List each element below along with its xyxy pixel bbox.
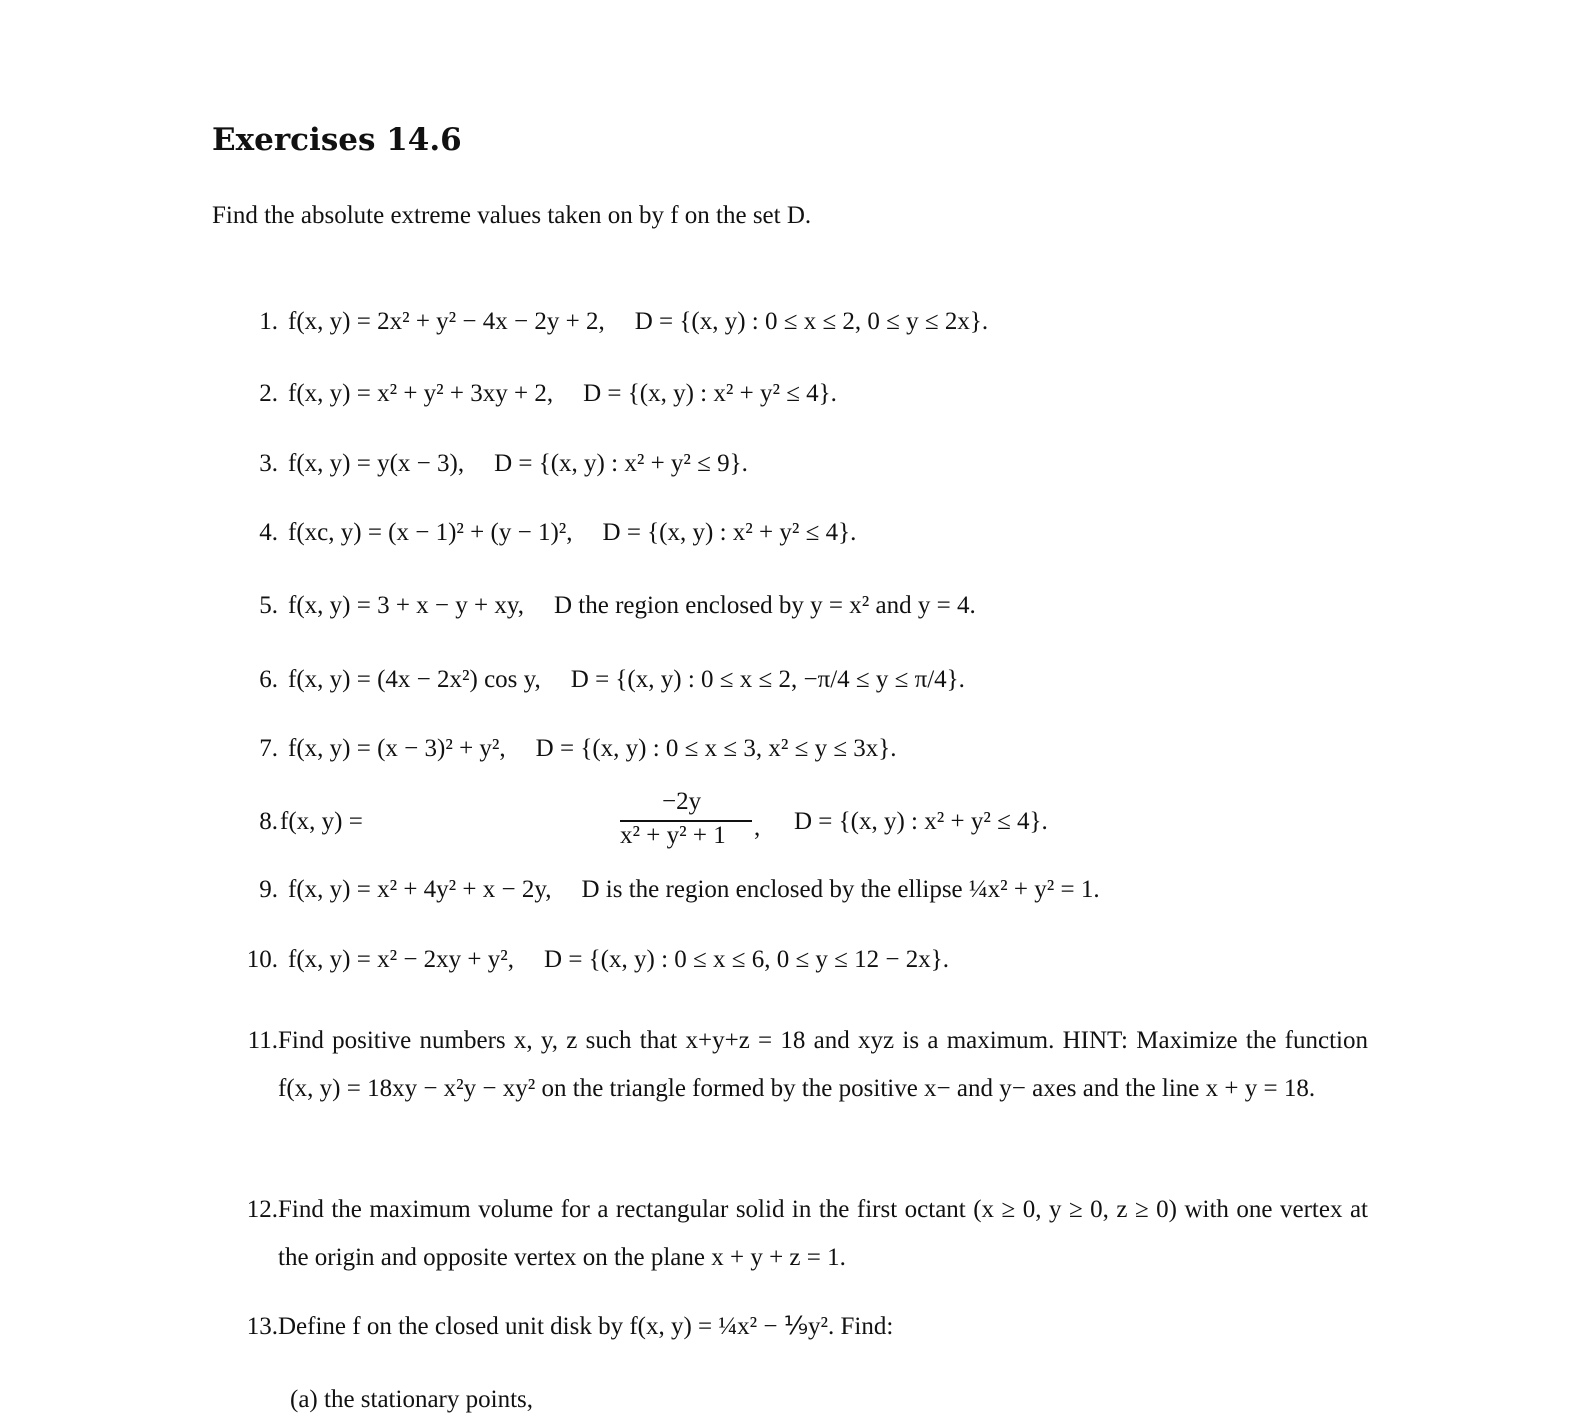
exercise-domain: D = {(x, y) : 0 ≤ x ≤ 2, −π/4 ≤ y ≤ π/4}. [570,666,965,693]
fraction-denominator: x² + y² + 1 [620,822,726,849]
problem-12 [228,1186,1368,1282]
exercise-function: f(x, y) = x² + 4y² + x − 2y, [288,876,552,903]
exercise-function: f(x, y) = y(x − 3), [288,450,465,477]
exercise-item [228,380,1368,408]
exercise-function: f(x, y) = (x − 3)² + y², [288,735,506,762]
exercise-item [228,666,1368,694]
exercise-domain: D is the region enclosed by the ellipse ¼x² + y² = 1. [581,876,1100,903]
exercise-number: 4. [259,519,278,546]
page-title: Exercises 14.6 [212,122,462,158]
instructions: Find the absolute extreme values taken on by f on the set D. [212,202,812,229]
exercise-item [228,592,1368,620]
exercise-number: 10. [246,946,278,973]
exercise-number: 6. [259,666,278,693]
fraction-numerator: −2y [662,788,702,815]
problem-11 [228,1017,1368,1113]
exercise-number: 8. [259,808,278,835]
problem-text: Define f on the closed unit disk by f(x, y) = ¼x² − ⅑y². Find: [278,1313,894,1340]
exercise-domain: D = {(x, y) : 0 ≤ x ≤ 6, 0 ≤ y ≤ 12 − 2x}. [544,946,949,973]
exercise-number: 3. [259,450,278,477]
problem-number: 12. [246,1196,278,1223]
exercise-domain: D = {(x, y) : 0 ≤ x ≤ 2, 0 ≤ y ≤ 2x}. [634,308,989,335]
exercise-function: f(xc, y) = (x − 1)² + (y − 1)², [288,519,573,546]
exercise-domain: D = {(x, y) : x² + y² ≤ 9}. [494,450,748,477]
exercise-domain: D = {(x, y) : 0 ≤ x ≤ 3, x² ≤ y ≤ 3x}. [535,735,897,762]
problem-13 [228,1303,1368,1351]
exercise-number: 5. [259,592,278,619]
sub-item-a: (a) the stationary points, [290,1386,533,1413]
exercise-function: f(x, y) = [280,808,363,835]
exercise-function: f(x, y) = x² − 2xy + y², [288,946,515,973]
exercise-item [228,450,1368,478]
separator: , [754,814,761,841]
exercise-domain: D = {(x, y) : x² + y² ≤ 4}. [602,519,857,546]
exercise-domain: D the region enclosed by y = x² and y = 4. [554,592,976,619]
exercise-item [228,519,1368,547]
exercise-function: f(x, y) = 2x² + y² − 4x − 2y + 2, [288,308,605,335]
problem-number: 11. [247,1027,278,1054]
exercise-domain: D = {(x, y) : x² + y² ≤ 4}. [794,808,1048,835]
exercise-function: f(x, y) = 3 + x − y + xy, [288,592,524,619]
exercise-item [228,308,1368,336]
exercise-number: 9. [259,876,278,903]
problem-text: Find positive numbers x, y, z such that x+y+z = 18 and xyz is a maximum. HINT: Maximize the function f(x, y) = 18xy − x²y − xy² on the triangle formed by the positive x− and y− axes and the line x + y = 18. [278,1027,1368,1102]
exercise-number: 7. [259,735,278,762]
exercise-item [228,735,1368,763]
problem-number: 13. [246,1313,278,1340]
exercise-domain: D = {(x, y) : x² + y² ≤ 4}. [583,380,837,407]
exercise-item [228,946,1368,974]
exercise-number: 1. [259,308,278,335]
exercise-number: 2. [259,380,278,407]
exercise-item [228,876,1368,904]
exercise-function: f(x, y) = x² + y² + 3xy + 2, [288,380,554,407]
problem-text: Find the maximum volume for a rectangular solid in the first octant (x ≥ 0, y ≥ 0, z ≥ 0) with one vertex at the origin and opposite vertex on the plane x + y + z = 1. [278,1196,1368,1271]
exercise-function: f(x, y) = (4x − 2x²) cos y, [288,666,541,693]
